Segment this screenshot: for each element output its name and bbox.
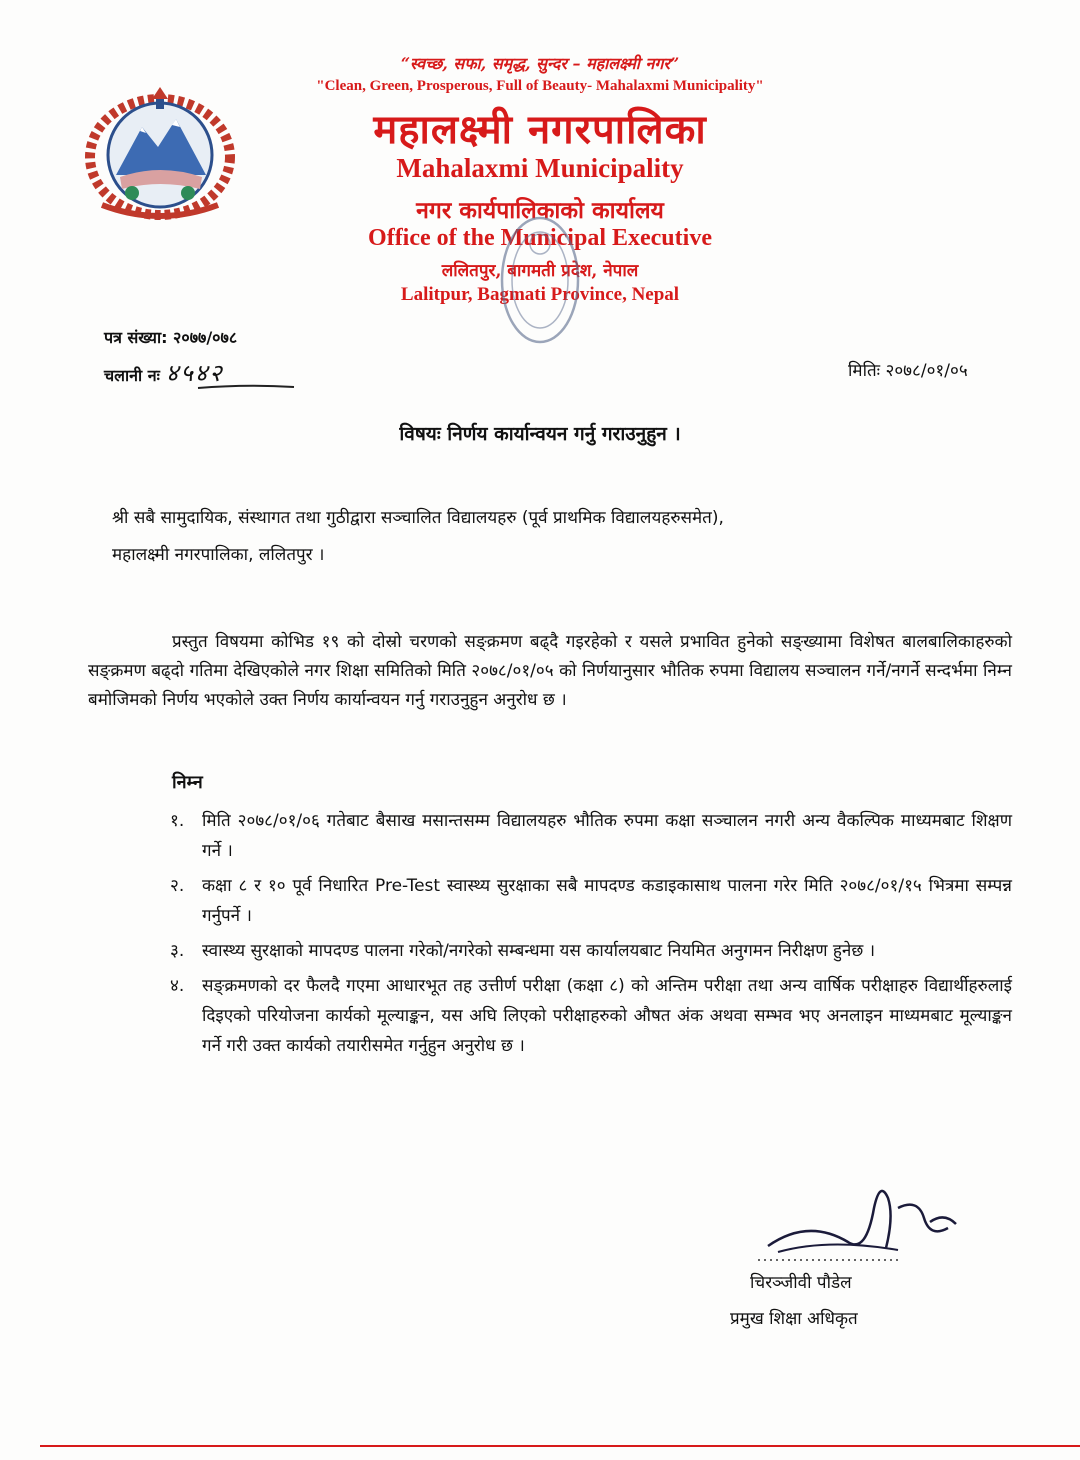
addressee-line: श्री सबै सामुदायिक, संस्थागत तथा गुठीद्वारा सञ्चालित विद्यालयहरु (पूर्व प्राथमिक विद्यालयहरुसमेत), [112,508,724,528]
office-name-nepali: नगर कार्यपालिकाको कार्यालय [416,197,664,224]
list-item [170,936,1012,966]
handwritten-underline-icon [196,382,296,392]
list-item-text: मिति २०७८/०१/०६ गतेबाट बैसाख मसान्तसम्म विद्यालयहरु भौतिक रुपमा कक्षा सञ्चालन नगरी अन्य वैकल्पिक माध्यमबाट शिक्षण गर्ने । [202,811,1012,861]
list-item [170,971,1012,1061]
body-paragraph: प्रस्तुत विषयमा कोभिड १९ को दोस्रो चरणको सङ्क्रमण बढ्दै गइरहेको र यसले प्रभावित हुनेको सङ्ख्यामा विशेषत बालबालिकाहरुको सङ्क्रमण बढ्दो गतिमा देखिएकोले नगर शिक्षा समितिको मिति २०७८/०१/०५ को निर्णयानुसार भौतिक रुपमा विद्यालय सञ्चालन गर्ने/नगर्ने सन्दर्भमा निम्न बमोजिमको निर्णय भएकोले उक्त निर्णय कार्यान्वयन गर्नु गराउनुहुन अनुरोध छ । [88,632,1012,710]
addressee [112,500,1012,574]
motto-nepali: “स्वच्छ, सफा, समृद्ध, सुन्दर – महालक्ष्मी नगर” [400,54,680,73]
handwritten-signature-icon [748,1168,968,1268]
addressee-line: महालक्ष्मी नगरपालिका, ललितपुर । [112,545,325,565]
nepal-emblem-icon [80,85,240,225]
footer-divider [40,1445,1080,1447]
list-item-number: ४. [170,976,185,996]
list-item-number: २. [170,876,185,896]
list-item-number: ३. [170,941,185,961]
list-item [170,806,1012,866]
signatory-name: चिरञ्जीवी पौडेल [750,1273,852,1293]
address-english: Lalitpur, Bagmati Province, Nepal [400,284,680,305]
letter-date: मितिः २०७८/०१/०५ [848,361,968,381]
municipality-name-english: Mahalaxmi Municipality [396,153,684,183]
dispatch-value: ४५४२ [165,359,224,387]
dispatch-label: चलानी नः [104,366,160,385]
motto-english: "Clean, Green, Prosperous, Full of Beauty- Mahalaxmi Municipality" [316,78,764,94]
decisions-list [170,806,1012,1066]
decisions-heading: निम्न [172,772,203,793]
address-nepali: ललितपुर, बागमती प्रदेश, नेपाल [441,261,639,281]
list-item [170,871,1012,931]
office-name-english: Office of the Municipal Executive [368,225,712,251]
list-item-number: १. [170,811,185,831]
office-stamp-icon [495,210,585,350]
letter-number: पत्र संख्या: २०७७/०७८ [104,328,238,347]
list-item-text: स्वास्थ्य सुरक्षाको मापदण्ड पालना गरेको/नगरेको सम्बन्धमा यस कार्यालयबाट नियमित अनुगमन निरीक्षण हुनेछ । [202,941,876,961]
list-item-text: सङ्क्रमणको दर फैलदै गएमा आधारभूत तह उत्तीर्ण परीक्षा (कक्षा ८) को अन्तिम परीक्षा तथा अन्य वार्षिक परीक्षाहरु विद्यार्थीहरुलाई दिइएको परियोजना कार्यको मूल्याङ्कन, यस अघि लिएको परीक्षाहरुको औषत अंक अथवा सम्भव भए अनलाइन माध्यमबाट मूल्याङ्कन गर्ने गरी उक्त कार्यको तयारीसमेत गर्नुहुन अनुरोध छ । [202,976,1012,1056]
list-item-text: कक्षा ८ र १० पूर्व निधारित Pre-Test स्वास्थ्य सुरक्षाका सबै मापदण्ड कडाइकासाथ पालना गरेर मिति २०७८/०१/१५ भित्रमा सम्पन्न गर्नुपर्ने । [202,876,1012,926]
municipality-name-nepali: महालक्ष्मी नगरपालिका [373,106,707,153]
letter-subject: विषयः निर्णय कार्यान्वयन गर्नु गराउनुहुन । [399,423,681,445]
signatory-title: प्रमुख शिक्षा अधिकृत [730,1309,858,1329]
